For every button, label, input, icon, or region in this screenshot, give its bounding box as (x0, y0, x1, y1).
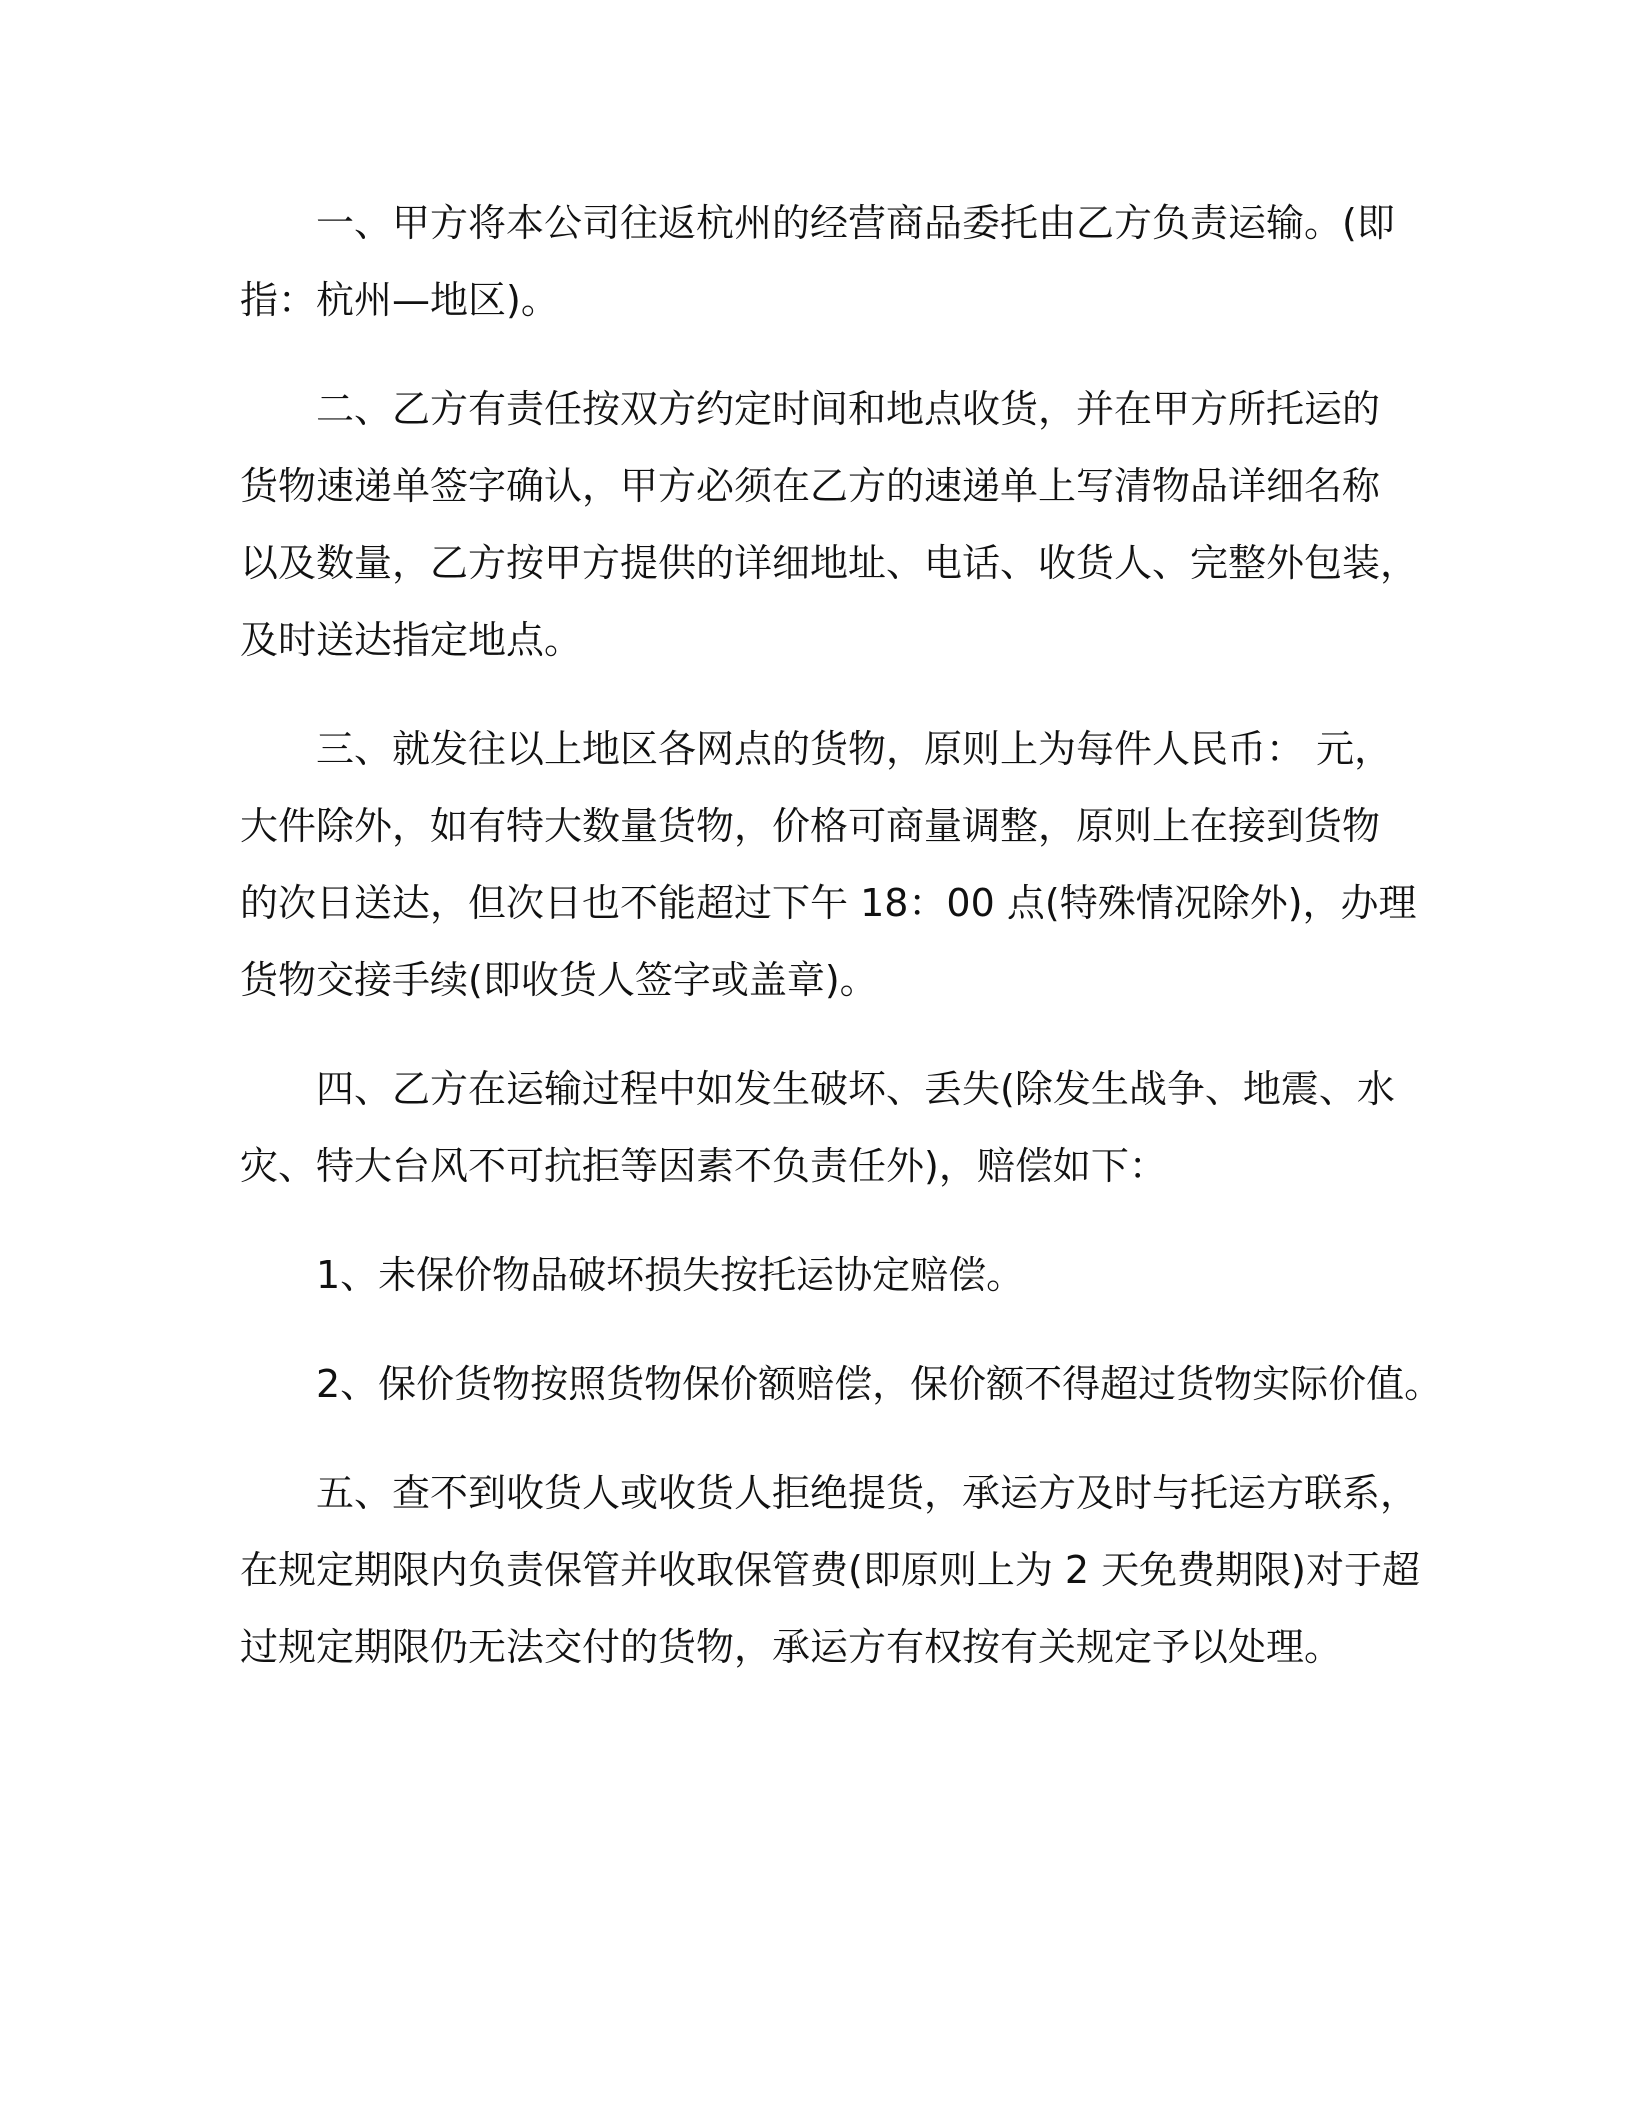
document-body (240, 185, 1443, 1718)
text-line: 大件除外，如有特大数量货物，价格可商量调整，原则上在接到货物 (240, 804, 1381, 848)
text-line: 灾、特大台风不可抗拒等因素不负责任外)，赔偿如下： (240, 1144, 1167, 1188)
text-line: 1、未保价物品破坏损失按托运协定赔偿。 (316, 1253, 1025, 1297)
text-line: 四、乙方在运输过程中如发生破坏、丢失(除发生战争、地震、水 (316, 1067, 1395, 1111)
clause-2 (240, 371, 1419, 679)
clause-5 (240, 1455, 1420, 1686)
text-line: 货物速递单签字确认，甲方必须在乙方的速递单上写清物品详细名称 (240, 464, 1381, 508)
text-line: 以及数量，乙方按甲方提供的详细地址、电话、收货人、完整外包装， (240, 541, 1419, 585)
clause-1 (240, 185, 1395, 339)
text-line: 过规定期限仍无法交付的货物，承运方有权按有关规定予以处理。 (240, 1625, 1343, 1669)
text-line: 一、甲方将本公司往返杭州的经营商品委托由乙方负责运输。(即 (316, 201, 1395, 245)
text-line: 货物交接手续(即收货人签字或盖章)。 (240, 958, 878, 1002)
text-line: 三、就发往以上地区各网点的货物，原则上为每件人民币： 元， (316, 727, 1393, 771)
text-line: 的次日送达，但次日也不能超过下午 18：00 点(特殊情况除外)，办理 (240, 881, 1417, 925)
text-line: 指：杭州—地区)。 (240, 278, 559, 322)
clause-4-item-1 (240, 1237, 1390, 1314)
text-line: 在规定期限内负责保管并收取保管费(即原则上为 2 天免费期限)对于超 (240, 1548, 1420, 1592)
text-line: 及时送达指定地点。 (240, 618, 583, 662)
text-line: 二、乙方有责任按双方约定时间和地点收货，并在甲方所托运的 (316, 387, 1381, 431)
text-line: 五、查不到收货人或收货人拒绝提货，承运方及时与托运方联系， (316, 1471, 1419, 1515)
clause-3 (240, 711, 1417, 1019)
clause-4 (240, 1051, 1395, 1205)
clause-4-item-2 (240, 1346, 1443, 1423)
text-line: 2、保价货物按照货物保价额赔偿，保价额不得超过货物实际价值。 (316, 1362, 1443, 1406)
